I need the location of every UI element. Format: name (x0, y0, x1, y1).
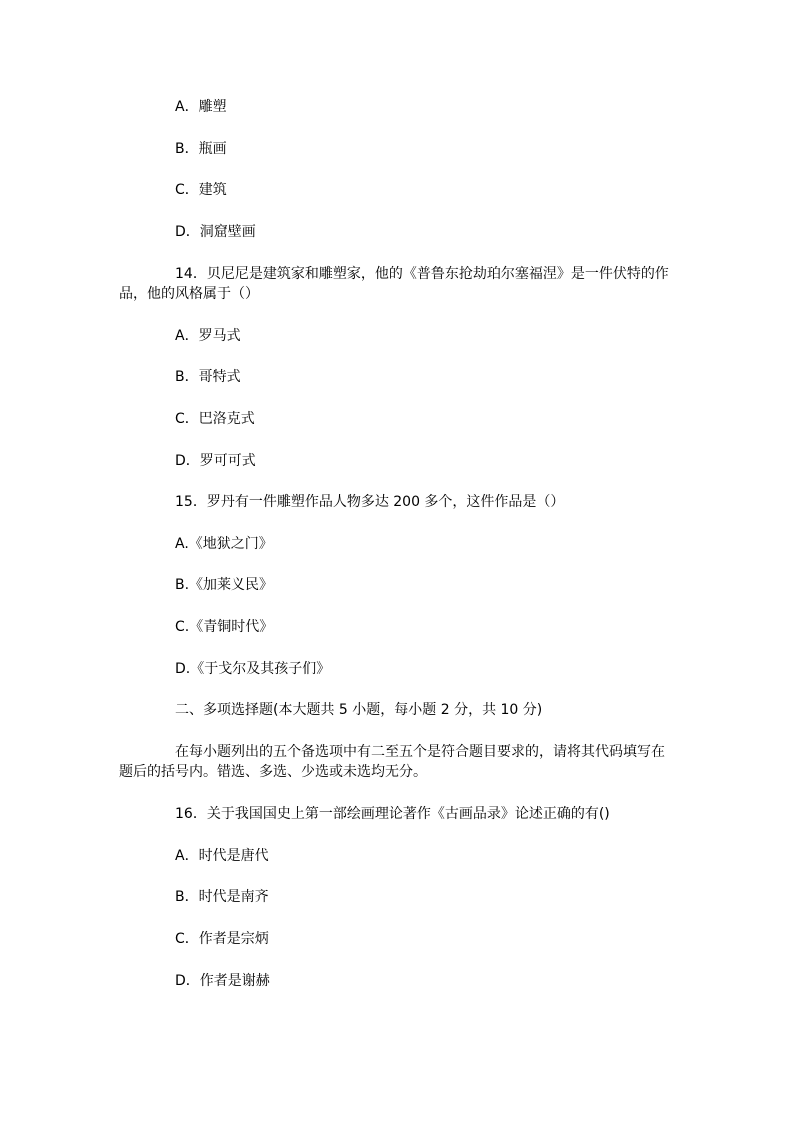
section2-instructions-line2: 题后的括号内。错选、多选、少选或未选均无分。 (119, 764, 427, 780)
q15-option-c: C.《青铜时代》 (175, 619, 274, 635)
q16-option-b: B．时代是南齐 (175, 889, 269, 905)
q14-option-b: B．哥特式 (175, 369, 241, 385)
section2-heading: 二、多项选择题(本大题共 5 小题，每小题 2 分，共 10 分) (175, 702, 543, 718)
q15-option-d: D.《于戈尔及其孩子们》 (175, 661, 331, 677)
q14-option-d: D．罗可可式 (175, 453, 256, 469)
q13-option-a: A．雕塑 (175, 99, 227, 115)
q16-option-c: C．作者是宗炳 (175, 931, 269, 947)
q15-option-a: A.《地狱之门》 (175, 536, 273, 552)
q14-text-line1: 14．贝尼尼是建筑家和雕塑家，他的《普鲁东抢劫珀尔塞福涅》是一件伏特的作 (175, 266, 669, 282)
q13-option-d: D．洞窟壁画 (175, 224, 256, 240)
section2-instructions-line1: 在每小题列出的五个备选项中有二至五个是符合题目要求的，请将其代码填写在 (175, 744, 665, 760)
q14-option-a: A．罗马式 (175, 328, 241, 344)
q13-option-c: C．建筑 (175, 182, 227, 198)
q15-text: 15．罗丹有一件雕塑作品人物多达 200 多个，这件作品是（） (175, 494, 565, 510)
q14-text-line2: 品，他的风格属于（） (119, 286, 259, 302)
q14-option-c: C．巴洛克式 (175, 411, 255, 427)
q16-text: 16．关于我国国史上第一部绘画理论著作《古画品录》论述正确的有() (175, 806, 610, 822)
q13-option-b: B．瓶画 (175, 141, 227, 157)
q16-option-d: D．作者是谢赫 (175, 973, 270, 989)
q16-option-a: A．时代是唐代 (175, 848, 269, 864)
q15-option-b: B.《加莱义民》 (175, 577, 274, 593)
